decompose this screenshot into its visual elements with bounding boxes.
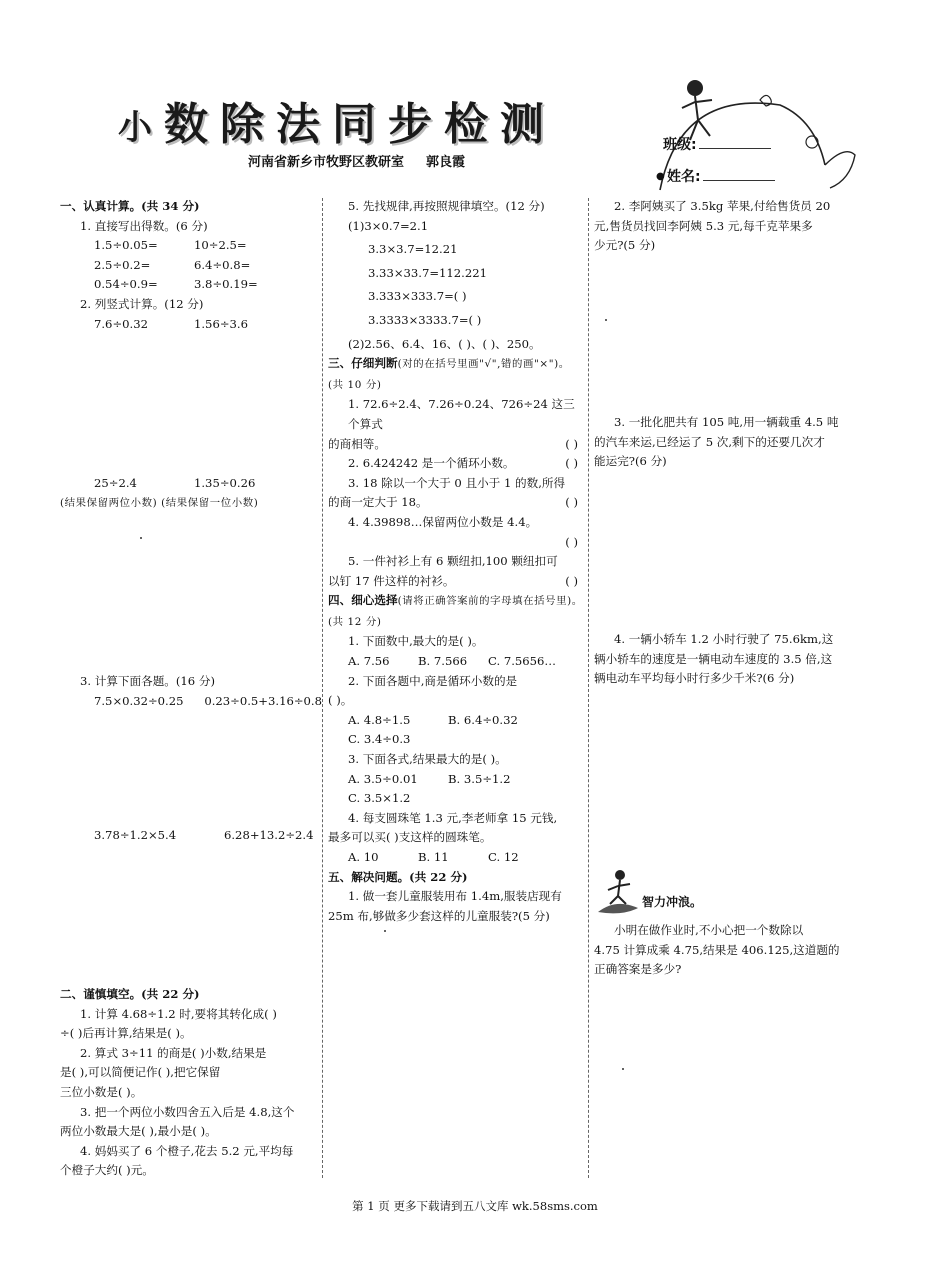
judge-item: 的商一定大于 18。 ( )	[328, 495, 578, 510]
choice-options: C. 3.5×1.2	[348, 791, 411, 806]
problem-text: 4.75 计算成乘 4.75,结果是 406.125,这道题的	[594, 942, 840, 957]
column-divider-right	[588, 198, 589, 1178]
choice-question: 3. 下面各式,结果最大的是( )。	[348, 752, 507, 767]
name-field[interactable]: 姓名:	[667, 166, 775, 186]
class-field[interactable]: 班级:	[663, 134, 771, 154]
q1-row: 1.5÷0.05= 10÷2.5=	[94, 238, 247, 253]
judge-item: 3. 18 除以一个大于 0 且小于 1 的数,所得	[348, 475, 566, 490]
column-1	[60, 197, 322, 334]
q1-row: 0.54÷0.9= 3.8÷0.19=	[94, 277, 258, 292]
section-2	[60, 985, 322, 1181]
choice-options: C. 3.4÷0.3	[348, 732, 411, 747]
page-footer: 第 1 页 更多下载请到五八文库 wk.58sms.com	[352, 1199, 598, 1213]
fill-line: 三位小数是( )。	[60, 1084, 143, 1099]
problem-text: 小明在做作业时,不小心把一个数除以	[614, 923, 804, 937]
judge-item: ( )	[565, 534, 578, 549]
judge-item: 2. 6.424242 是一个循环小数。 ( )	[348, 456, 578, 471]
q3-title: 3. 计算下面各题。(16 分)	[80, 674, 215, 688]
judge-item: 1. 72.6÷2.4、7.26÷0.24、726÷24 这三个算式	[348, 397, 575, 431]
section-3-title: 三、仔细判断(对的在括号里画"√",错的画"×")。(共 10 分)	[328, 356, 570, 391]
problem-3	[594, 413, 856, 472]
q3-row: 7.5×0.32÷0.25 0.23÷0.5+3.16÷0.8	[94, 693, 322, 708]
problem-text: 元,售货员找回李阿姨 5.3 元,每千克苹果多	[594, 218, 813, 233]
surfer-icon	[596, 868, 640, 918]
fill-line: 2. 算式 3÷11 的商是( )小数,结果是	[80, 1045, 267, 1060]
judge-item: 4. 4.39898…保留两位小数是 4.4。	[348, 514, 538, 529]
problem-2	[594, 197, 856, 256]
bonus-title: 智力冲浪。	[642, 895, 703, 909]
problem-text: 少元?(5 分)	[594, 238, 656, 253]
pattern-line: (2)2.56、6.4、16、( )、( )、250。	[348, 336, 541, 351]
q3-row: 3.78÷1.2×5.4 6.28+13.2÷2.4	[94, 828, 314, 842]
q5-title: 5. 先找规律,再按照规律填空。(12 分)	[348, 199, 545, 213]
fill-line: 1. 计算 4.68÷1.2 时,要将其转化成( )	[80, 1006, 277, 1021]
choice-question: ( )。	[328, 693, 353, 708]
column-divider-left	[322, 198, 323, 1178]
problem-text: 4. 一辆小轿车 1.2 小时行驶了 75.6km,这	[614, 632, 834, 646]
section-2-title: 二、谨慎填空。(共 22 分)	[60, 987, 200, 1001]
choice-question: 最多可以买( )支这样的圆珠笔。	[328, 830, 492, 845]
bonus-problem	[594, 921, 856, 980]
section-4-title: 四、细心选择(请将正确答案前的字母填在括号里)。(共 12 分)	[328, 593, 583, 628]
choice-question: 1. 下面数中,最大的是( )。	[348, 634, 484, 649]
fill-line: 个橙子大约( )元。	[60, 1163, 154, 1178]
fill-line: 是( ),可以简便记作( ),把它保留	[60, 1065, 221, 1080]
problem-text: 3. 一批化肥共有 105 吨,用一辆载重 4.5 吨	[614, 415, 839, 429]
column-1-part-3	[60, 672, 322, 711]
column-1-part-4	[60, 826, 322, 846]
problem-text: 辆电动车平均每小时行多少千米?(6 分)	[594, 671, 795, 686]
judge-item: 5. 一件衬衫上有 6 颗纽扣,100 颗纽扣可	[348, 554, 558, 569]
author-line: 河南省新乡市牧野区教研室 郭良霞	[248, 155, 466, 170]
problem-text: 正确答案是多少?	[594, 962, 682, 977]
choice-question: 2. 下面各题中,商是循环小数的是	[348, 673, 518, 688]
q2-notes: (结果保留两位小数) (结果保留一位小数)	[60, 496, 259, 509]
problem-text: 25m 布,够做多少套这样的儿童服装?(5 分)	[328, 908, 550, 923]
judge-item: 以钉 17 件这样的衬衫。 ( )	[328, 573, 578, 588]
choice-options: A. 3.5÷0.01 B. 3.5÷1.2	[348, 771, 511, 786]
q1-row: 2.5÷0.2= 6.4÷0.8=	[94, 257, 251, 272]
problem-text: 能运完?(6 分)	[594, 454, 667, 469]
bullet-icon: ●	[656, 171, 665, 182]
choice-options: A. 4.8÷1.5 B. 6.4÷0.32	[348, 712, 518, 727]
column-2	[328, 197, 584, 926]
scan-dot	[622, 1068, 624, 1070]
column-1-part-2	[60, 474, 322, 513]
scan-dot	[605, 319, 607, 321]
fill-line: ÷( )后再计算,结果是( )。	[60, 1026, 192, 1041]
fill-line: 两位小数最大是( ),最小是( )。	[60, 1124, 217, 1139]
problem-text: 1. 做一套儿童服装用布 1.4m,服装店现有	[348, 889, 562, 904]
section-5-title: 五、解决问题。(共 22 分)	[328, 869, 468, 884]
pattern-line: 3.3333×3333.7=( )	[368, 312, 482, 327]
section-1-title: 一、认真计算。(共 34 分)	[60, 199, 200, 213]
choice-options: A. 10 B. 11 C. 12	[348, 850, 519, 864]
problem-text: 的汽车来运,已经运了 5 次,剩下的还要几次才	[594, 434, 825, 449]
fill-line: 3. 把一个两位小数四舍五入后是 4.8,这个	[80, 1104, 295, 1119]
problem-text: 辆小轿车的速度是一辆电动车速度的 3.5 倍,这	[594, 651, 833, 666]
q2-row: 7.6÷0.32 1.56÷3.6	[94, 316, 248, 331]
problem-text: 2. 李阿姨买了 3.5kg 苹果,付给售货员 20	[614, 199, 831, 213]
pattern-line: 3.333×333.7=( )	[368, 289, 467, 304]
scan-dot	[384, 930, 386, 932]
q2-row: 25÷2.4 1.35÷0.26	[94, 476, 256, 490]
scan-dot	[140, 537, 142, 539]
page-title: 小数除法同步检测	[118, 99, 556, 150]
choice-options: A. 7.56 B. 7.566 C. 7.5656…	[348, 654, 556, 669]
pattern-line: 3.33×33.7=112.221	[368, 265, 488, 280]
problem-4	[594, 630, 856, 689]
pattern-line: 3.3×3.7=12.21	[368, 242, 458, 257]
q2-title: 2. 列竖式计算。(12 分)	[80, 296, 204, 311]
choice-question: 4. 每支圆珠笔 1.3 元,李老师拿 15 元钱,	[348, 810, 558, 825]
pattern-line: (1)3×0.7=2.1	[348, 218, 429, 233]
judge-item: 的商相等。 ( )	[328, 436, 578, 451]
q1-title: 1. 直接写出得数。(6 分)	[80, 218, 208, 233]
fill-line: 4. 妈妈买了 6 个橙子,花去 5.2 元,平均每	[80, 1143, 294, 1158]
